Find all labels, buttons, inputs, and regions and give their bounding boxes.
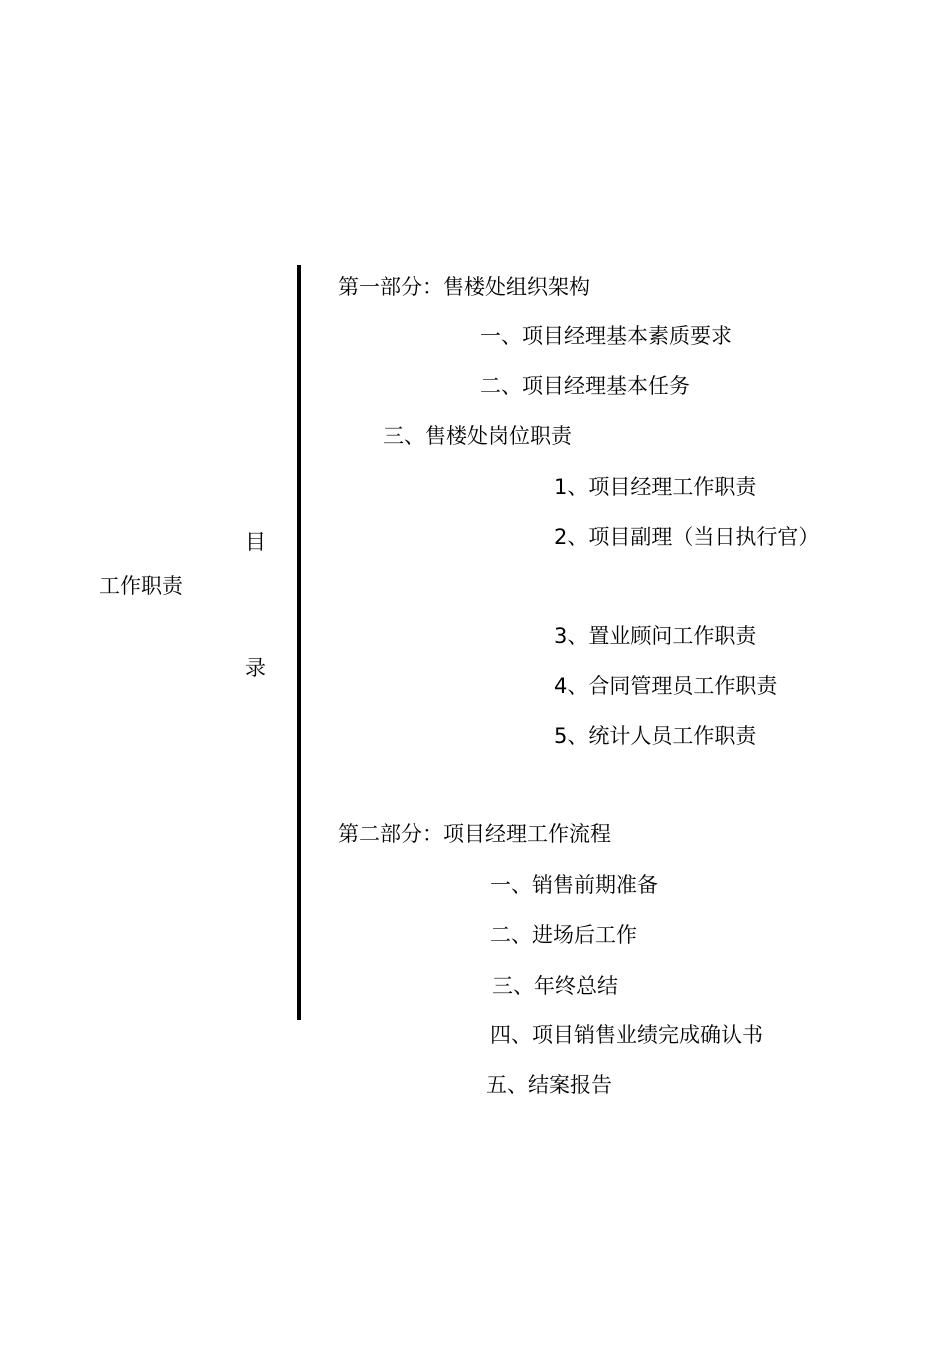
part1-item-2: 二、项目经理基本任务 — [480, 374, 690, 398]
part1-sub-5: 5、统计人员工作职责 — [554, 724, 757, 748]
toc-char-mu: 目 — [245, 530, 266, 554]
side-title: 工作职责 — [99, 574, 183, 598]
part2-item-2: 二、进场后工作 — [490, 923, 637, 947]
vertical-divider — [297, 265, 301, 1020]
part2-item-3: 三、年终总结 — [492, 974, 618, 998]
toc-char-lu: 录 — [245, 656, 266, 680]
part1-sub-1: 1、项目经理工作职责 — [554, 475, 757, 499]
part1-item-3: 三、售楼处岗位职责 — [383, 424, 572, 448]
part1-heading: 第一部分：售楼处组织架构 — [338, 275, 590, 299]
part2-item-5: 五、结案报告 — [486, 1073, 612, 1097]
part1-sub-2: 2、项目副理（当日执行官） — [554, 525, 820, 549]
part1-item-1: 一、项目经理基本素质要求 — [480, 324, 732, 348]
part1-sub-4: 4、合同管理员工作职责 — [554, 674, 778, 698]
part1-sub-3: 3、置业顾问工作职责 — [554, 624, 757, 648]
part2-item-4: 四、项目销售业绩完成确认书 — [490, 1023, 763, 1047]
part2-item-1: 一、销售前期准备 — [490, 873, 658, 897]
part2-heading: 第二部分：项目经理工作流程 — [338, 822, 611, 846]
